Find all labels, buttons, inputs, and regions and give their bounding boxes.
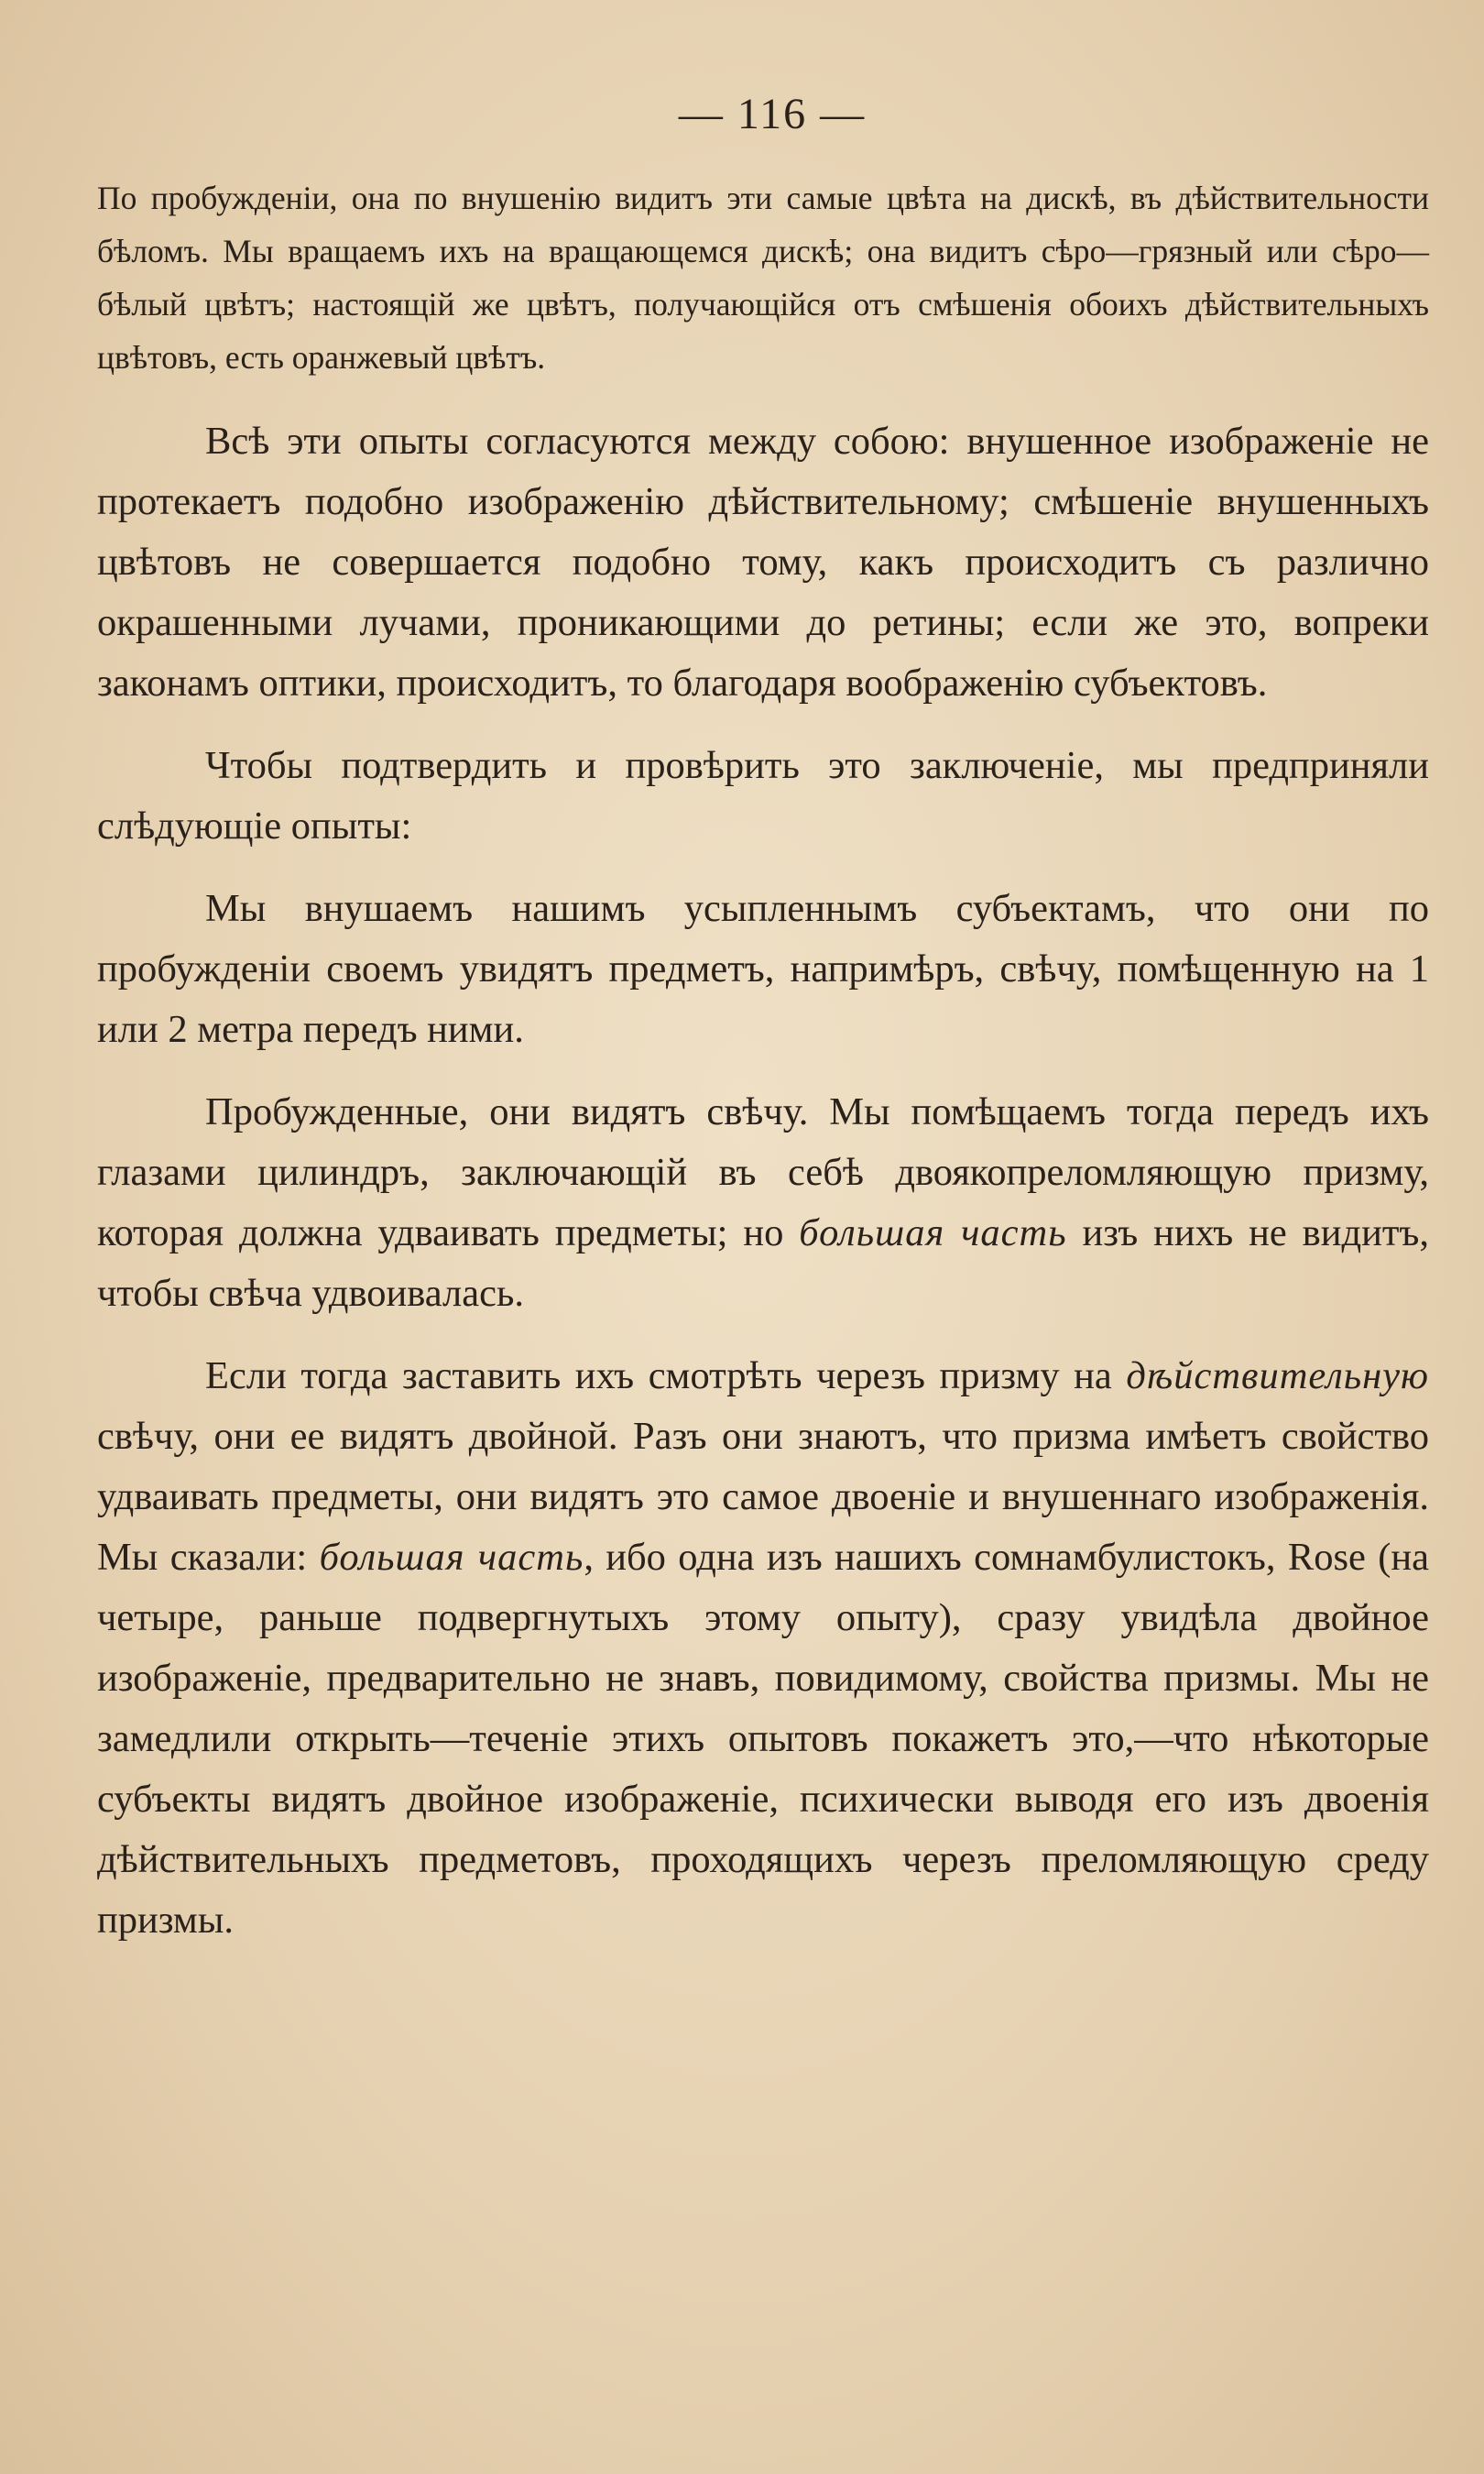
paragraph-text: Пробужденные, они видятъ свѣчу. Мы помѣщаемъ тогда передъ ихъ глазами цилиндръ, заключающій въ себѣ двоякопреломляющую призму, которая должна удваивать предметы; но xyxy=(97,1090,1429,1254)
paragraph-2 xyxy=(97,411,1429,714)
paragraph-text: Всѣ эти опыты согласуются между собою: внушенное изображеніе не протекаетъ подобно изображенію дѣйствительному; смѣшеніе внушенныхъ цвѣтовъ не совершается подобно тому, какъ происходитъ съ различно окрашенными лучами, проникающими до ретины; если же это, вопреки законамъ оптики, происходитъ, то благодаря воображенію субъектовъ. xyxy=(97,420,1429,705)
paragraph-text: свѣчу, они ее видятъ двойной. Разъ они знаютъ, что призма имѣетъ свойство удваивать предметы, они видятъ это самое двоеніе и внушеннаго изображенія. Мы сказали: xyxy=(97,1415,1429,1579)
paragraph-text: , ибо одна изъ нашихъ сомнамбулистокъ, Rose (на четыре, раньше подвергнутыхъ этому опыту), сразу увидѣла двойное изображеніе, предварительно не знавъ, повидимому, свойства призмы. Мы не замедлили открыть—теченіе этихъ опытовъ покажетъ это,—что нѣкоторые субъекты видятъ двойное изображеніе, психически выводя его изъ двоенія дѣйствительныхъ предметовъ, проходящихъ черезъ преломляющую среду призмы. xyxy=(97,1536,1429,1942)
italic-phrase: большая часть xyxy=(799,1211,1067,1254)
paragraph-5 xyxy=(97,1082,1429,1324)
paragraph-6 xyxy=(97,1346,1429,1951)
paragraph-3 xyxy=(97,736,1429,857)
paragraph-text: Если тогда заставить ихъ смотрѣть черезъ призму на xyxy=(205,1354,1127,1397)
paragraph-text: Мы внушаемъ нашимъ усыпленнымъ субъектамъ, что они по пробужденіи своемъ увидятъ предметъ, напримѣръ, свѣчу, помѣщенную на 1 или 2 метра передъ ними. xyxy=(97,887,1429,1051)
paragraph-1 xyxy=(97,171,1429,384)
italic-phrase: дѣйствительную xyxy=(1126,1354,1429,1397)
italic-phrase: большая часть xyxy=(319,1536,584,1579)
paragraph-4 xyxy=(97,879,1429,1060)
paragraph-text: По пробужденіи, она по внушенію видитъ эти самые цвѣта на дискѣ, въ дѣйствительности бѣломъ. Мы вращаемъ ихъ на вращающемся дискѣ; она видитъ сѣро—грязный или сѣро—бѣлый цвѣтъ; настоящій же цвѣтъ, получающійся отъ смѣшенія обоихъ дѣйствительныхъ цвѣтовъ, есть оранжевый цвѣтъ. xyxy=(97,180,1429,376)
paragraph-text: Чтобы подтвердить и провѣрить это заключеніе, мы предприняли слѣдующіе опыты: xyxy=(97,744,1429,848)
page-number: — 116 — xyxy=(678,90,867,138)
paragraph-text: изъ нихъ не видитъ, чтобы свѣча удвоивалась. xyxy=(97,1211,1430,1315)
